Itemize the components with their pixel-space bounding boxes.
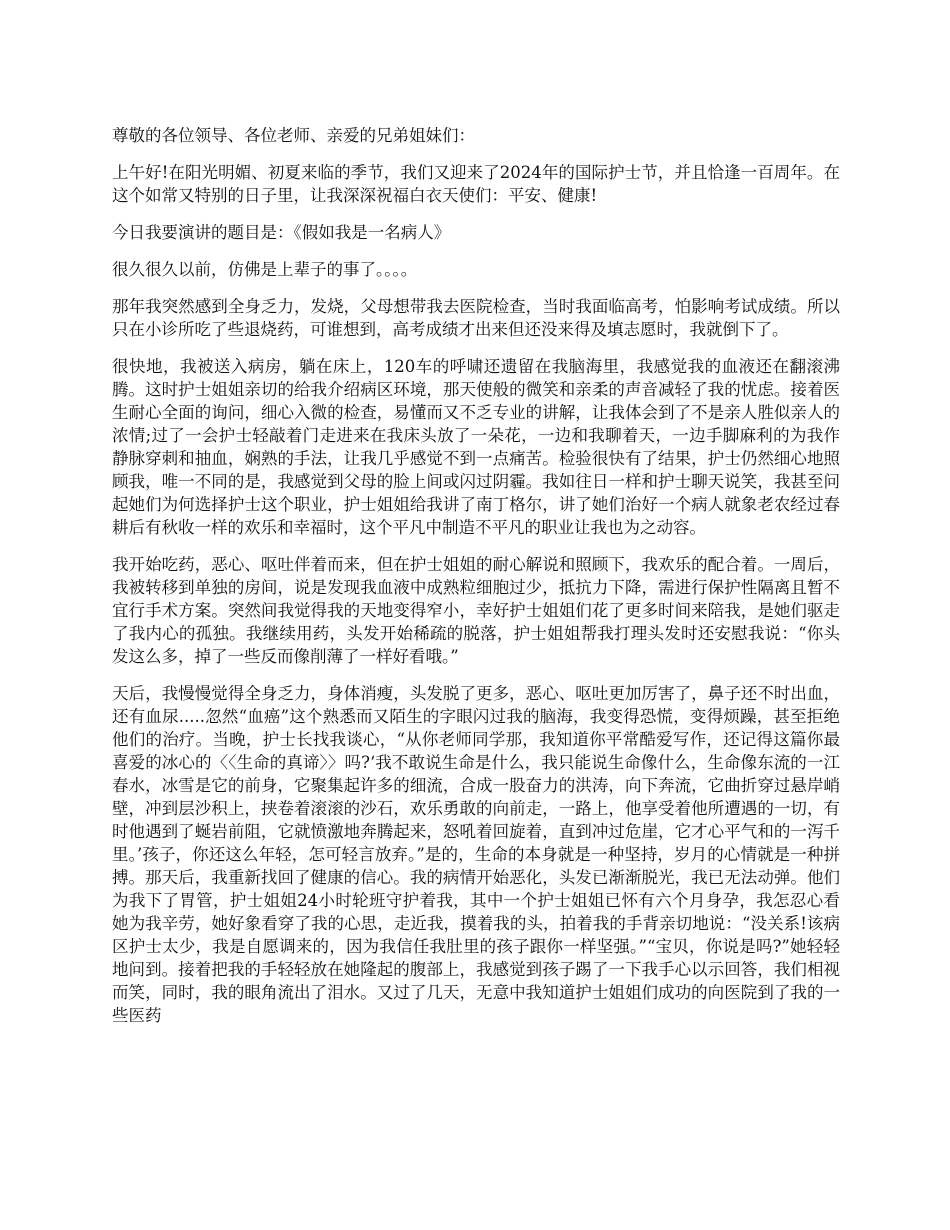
paragraph-illness-onset: 那年我突然感到全身乏力，发烧，父母想带我去医院检查，当时我面临高考，怕影响考试成绩。所以只在小诊所吃了些退烧药，可谁想到，高考成绩才出来但还没来得及填志愿时，我就倒下了。 [112, 297, 840, 339]
paragraph-opening: 上午好!在阳光明媚、初夏来临的季节，我们又迎来了2024年的国际护士节，并且恰逢一百周年。在这个如常又特别的日子里，让我深深祝福白衣天使们：平安、健康! [112, 163, 840, 205]
paragraph-topic: 今日我要演讲的题目是：《假如我是一名病人》 [112, 223, 451, 242]
paragraph-worsening: 天后，我慢慢觉得全身乏力，身体消瘦，头发脱了更多，恶心、呕吐更加厉害了，鼻子还不时出血，还有血尿.....忽然“血癌”这个熟悉而又陌生的字眼闪过我的脑海，我变得恐慌，变得烦躁，甚至拒绝他们的治疗。当晚，护士长找我谈心，“从你老师同学那，我知道你平常酷爱写作，还记得这篇你最喜爱的冰心的〈〈生命的真谛〉〉吗?‘我不敢说生命是什么，我只能说生命像什么，生命像东流的一江春水，冰雪是它的前身，它聚集起许多的细流，合成一股奋力的洪涛，向下奔流，它曲折穿过悬岸峭壁，冲到层沙积上，挟卷着滚滚的沙石，欢乐勇敢的向前走，一路上，他享受着他所遭遇的一切，有时他遇到了蜒岩前阻，它就愤激地奔腾起来，怒吼着回旋着，直到冲过危崖，它才心平气和的一泻千里。’孩子，你还这么年轻，怎可轻言放弃。”是的，生命的本身就是一种坚持，岁月的心情就是一种拼搏。那天后，我重新找回了健康的信心。我的病情开始恶化，头发已渐渐脱光，我已无法动弹。他们为我下了胃管，护士姐姐24小时轮班守护着我，其中一个护士姐姐已怀有六个月身孕，我怎忍心看她为我辛劳，她好象看穿了我的心思，走近我，摸着我的头，拍着我的手背亲切地说：“没关系!该病区护士太少，我是自愿调来的，因为我信任我肚里的孩子跟你一样坚强。”“宝贝，你说是吗?”她轻轻地问到。接着把我的手轻轻放在她隆起的腹部上，我感觉到孩子踢了一下我手心以示回答，我们相视而笑，同时，我的眼角流出了泪水。又过了几天，无意中我知道护士姐姐们成功的向医院到了我的一些医药 [112, 684, 840, 1025]
paragraph-long-ago: 很久很久以前，仿佛是上辈子的事了。。。。 [112, 260, 418, 279]
paragraph-medication: 我开始吃药，恶心、呕吐伴着而来，但在护士姐姐的耐心解说和照顾下，我欢乐的配合着。一周后，我被转移到单独的房间，说是发现我血液中成熟粒细胞过少，抵抗力下降，需进行保护性隔离且暂不宜行手术方案。突然间我觉得我的天地变得窄小，幸好护士姐姐们花了更多时间来陪我，是她们驱走了我内心的孤独。我继续用药，头发开始稀疏的脱落，护士姐姐帮我打理头发时还安慰我说：“你头发这么多，掉了一些反而像削薄了一样好看哦。” [112, 555, 840, 666]
document-page [112, 124, 840, 1041]
paragraph-hospital-ward: 很快地，我被送入病房，躺在床上，120车的呼啸还遗留在我脑海里，我感觉我的血液还在翻滚沸腾。这时护士姐姐亲切的给我介绍病区环境，那天使般的微笑和亲柔的声音减轻了我的忧虑。接着医生耐心全面的询问，细心入微的检查，易懂而又不乏专业的讲解，让我体会到了不是亲人胜似亲人的浓情;过了一会护士轻敲着门走进来在我床头放了一朵花，一边和我聊着天，一边手脚麻利的为我作静脉穿刺和抽血，娴熟的手法，让我几乎感觉不到一点痛苦。检验很快有了结果，护士仍然细心地照顾我，唯一不同的是，我感觉到父母的脸上间或闪过阴霾。我如往日一样和护士聊天说笑，我甚至问起她们为何选择护士这个职业，护士姐姐给我讲了南丁格尔，讲了她们治好一个病人就象老农经过春耕后有秋收一样的欢乐和幸福时，这个平凡中制造不平凡的职业让我也为之动容。 [112, 357, 840, 537]
greeting-line: 尊敬的各位领导、各位老师、亲爱的兄弟姐妹们： [112, 126, 475, 145]
